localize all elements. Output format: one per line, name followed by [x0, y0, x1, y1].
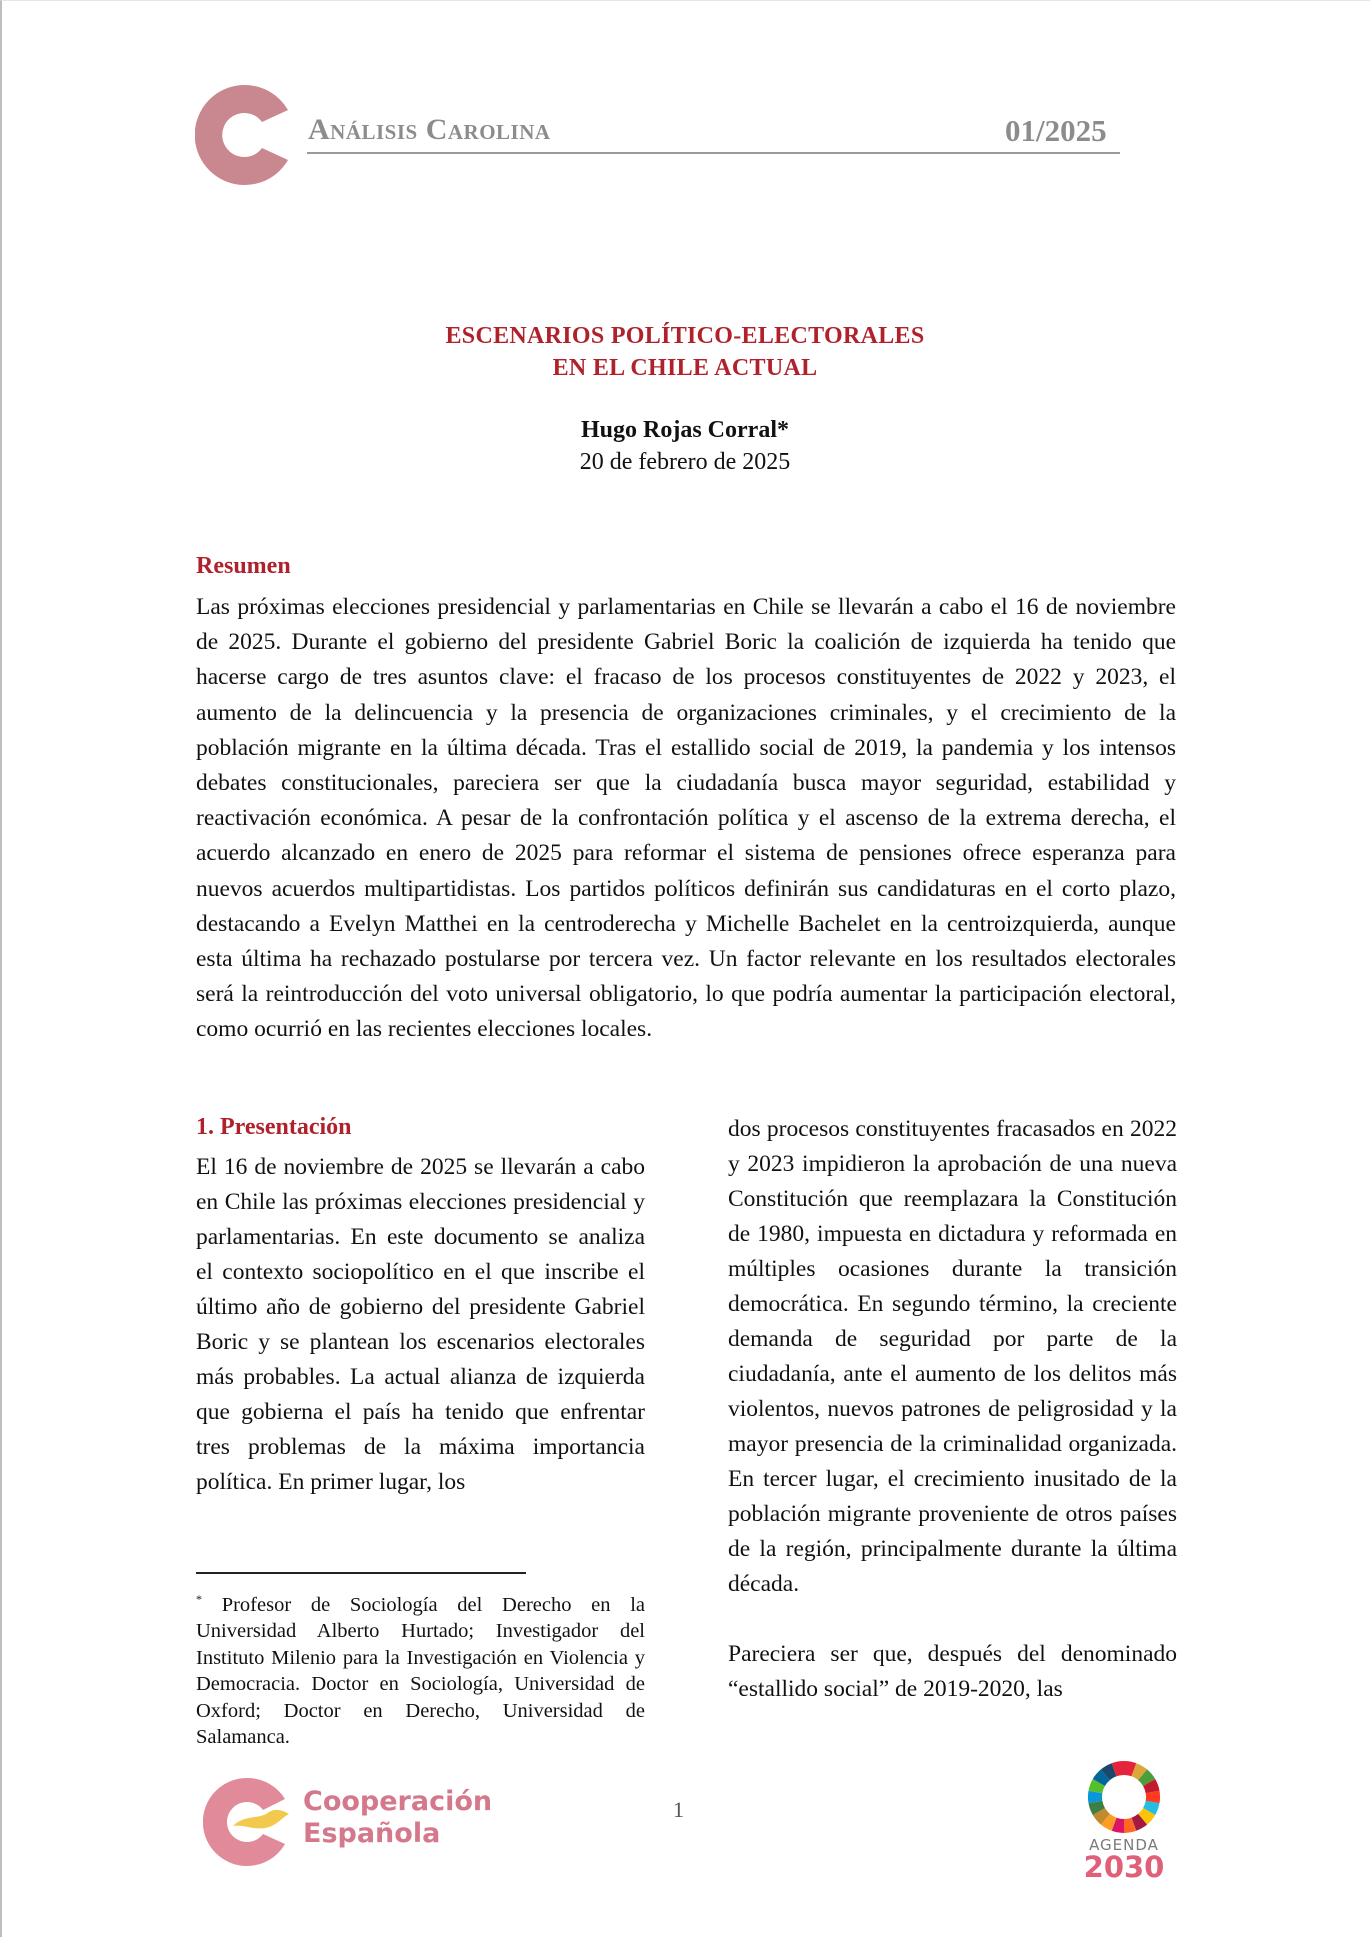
- right-column-paragraph-2: Pareciera ser que, después del denominado “estallido social” de 2019-2020, las: [728, 1641, 1177, 1702]
- footnote-text: Profesor de Sociología del Derecho en la Universidad Alberto Hurtado; Investigador del Instituto Milenio para la Investigación en Violencia y Democracia. Doctor en Sociología, Universidad de Oxford; Doctor en Derecho, Universidad de Salamanca.: [196, 1593, 646, 1749]
- sdg-wheel-icon: [1087, 1760, 1161, 1834]
- footnote-divider: [196, 1572, 526, 1574]
- header-divider: [307, 152, 1120, 154]
- left-column-text: El 16 de noviembre de 2025 se llevarán a cabo en Chile las próximas elecciones presidencial y parlamentarias. En este documento se analiza el contexto sociopolítico en el que inscribe el último año de gobierno del presidente Gabriel Boric y se plantean los escenarios electorales más probables. La actual alianza de izquierda que gobierna el país ha tenido que enfrentar tres problemas de la máxima importancia política. En primer lugar, los: [196, 1154, 645, 1495]
- footnote-marker: *: [196, 1592, 202, 1606]
- document-title-line2: EN EL CHILE ACTUAL: [552, 355, 818, 381]
- cooperacion-espanola-label: [303, 1786, 492, 1850]
- section-heading: 1. Presentación: [196, 1114, 352, 1140]
- document-title-line1: ESCENARIOS POLÍTICO-ELECTORALES: [445, 323, 925, 349]
- right-column-paragraph-1: dos procesos constituyentes fracasados en 2022 y 2023 impidieron la aprobación de una nueva Constitución que reemplazara la Constitución de 1980, impuesta en dictadura y reformada en múltiples ocasiones durante la transición democrática. En segundo término, la creciente demanda de seguridad por parte de la ciudadanía, ante el aumento de los delitos más violentos, nuevos patrones de peligrosidad y la mayor presencia de la criminalidad organizada. En tercer lugar, el crecimiento inusitado de la población migrante proveniente de otros países de la región, principalmente durante la última década.: [728, 1116, 1177, 1597]
- agenda-year: 2030: [1083, 1850, 1165, 1884]
- coop-line-2: Española: [303, 1818, 441, 1849]
- page-number: 1: [673, 1797, 684, 1822]
- cooperacion-espanola-logo-icon: [203, 1774, 291, 1869]
- footnote: [196, 1586, 645, 1751]
- left-column: [196, 1150, 645, 1500]
- issue-number: 01/2025: [1005, 113, 1107, 148]
- carolina-logo-icon: [195, 80, 295, 190]
- author-name: Hugo Rojas Corral*: [581, 417, 789, 443]
- right-column: [728, 1112, 1177, 1742]
- coop-line-1: Cooperación: [303, 1786, 493, 1817]
- series-title: Análisis Carolina: [308, 113, 551, 146]
- agenda-label: AGENDA: [1089, 1836, 1159, 1854]
- abstract-heading: Resumen: [196, 553, 291, 579]
- publication-date: 20 de febrero de 2025: [579, 449, 791, 475]
- abstract-text: Las próximas elecciones presidencial y parlamentarias en Chile se llevarán a cabo el 16 de noviembre de 2025. Durante el gobierno del presidente Gabriel Boric la coalición de izquierda ha tenido que hacerse cargo de tres asuntos clave: el fracaso de los procesos constituyentes de 2022 y 2023, el aumento de la delincuencia y la presencia de organizaciones criminales, y el crecimiento de la población migrante en la última década. Tras el estallido social de 2019, la pandemia y los intensos debates constitucionales, pareciera ser que la ciudadanía busca mayor seguridad, estabilidad y reactivación económica. A pesar de la confrontación política y el ascenso de la extrema derecha, el acuerdo alcanzado en enero de 2025 para reformar el sistema de pensiones ofrece esperanza para nuevos acuerdos multipartidistas. Los partidos políticos definirán sus candidaturas en el corto plazo, destacando a Evelyn Matthei en la centroderecha y Michelle Bachelet en la centroizquierda, aunque esta última ha rechazado postularse por tercera vez. Un factor relevante en los resultados electorales será la reintroducción del voto universal obligatorio, lo que podría aumentar la participación electoral, como ocurrió en las recientes elecciones locales.: [196, 594, 1176, 1043]
